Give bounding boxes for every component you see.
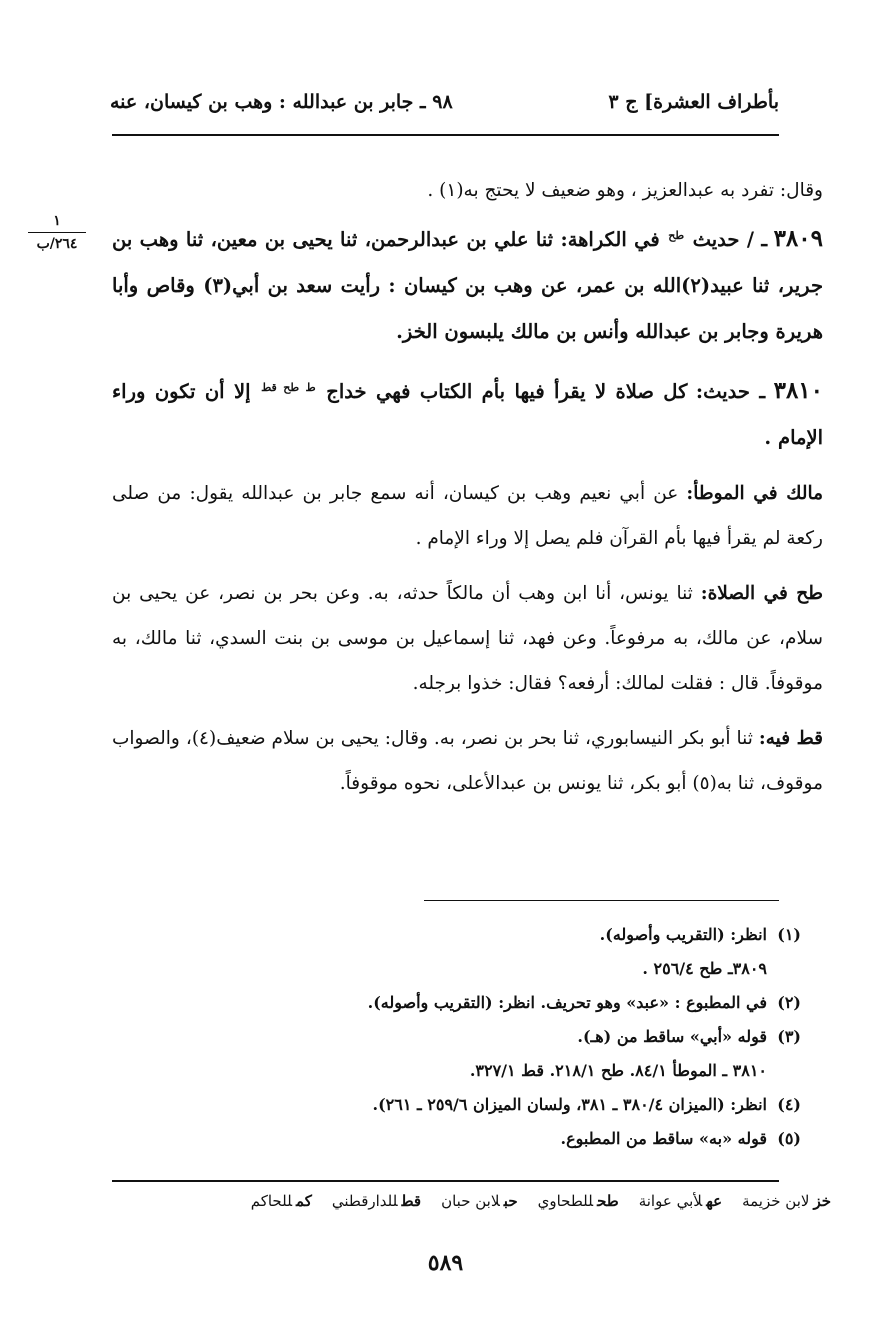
footnote-text: انظر: (التقريب وأصوله).	[599, 925, 767, 944]
abbreviation-legend	[100, 1192, 831, 1226]
source-text: ثنا أبو بكر النيسابوري، ثنا بحر بن نصر، به. وقال: يحيى بن سلام ضعيف(٤)، والصواب موقوف، ثنا به(٥) أبو بكر، ثنا يونس بن عبدالأعلى، نحوه موقوفاً.	[112, 728, 823, 795]
footnote	[200, 918, 801, 952]
footnote-text: في المطبوع : «عبد» وهو تحريف. انظر: (التقريب وأصوله).	[367, 993, 767, 1012]
footnote-text: ٣٨١٠ ـ الموطأ ٨٤/١. طح ٢١٨/١. قط ٣٢٧/١.	[469, 1061, 767, 1080]
footnote-key: (١)	[777, 925, 801, 944]
footnote	[200, 1088, 801, 1122]
footnote-text: انظر: (الميزان ٣٨٠/٤ ـ ٣٨١، ولسان الميزان ٢٥٩/٦ ـ ٢٦١).	[372, 1095, 767, 1114]
footnote-text: قوله «أبي» ساقط من (هـ).	[577, 1027, 767, 1046]
legend-item	[742, 1192, 831, 1226]
legend-abbr: حب	[503, 1192, 518, 1210]
hadith-entry-3809	[112, 213, 823, 355]
footnote-text: ٣٨٠٩ـ طح ٢٥٦/٤ .	[642, 959, 767, 978]
spacer	[112, 355, 823, 365]
footnote-text: قوله «به» ساقط من المطبوع.	[560, 1129, 767, 1148]
legend-label: للدارقطني	[331, 1192, 398, 1210]
hadith-heading-end: إلا أن تكون وراء الإمام .	[112, 380, 823, 450]
legend-abbr: عه	[706, 1192, 723, 1210]
margin-note-line	[28, 232, 86, 233]
header-book-title: بأطراف العشرة] ج ٣	[608, 91, 779, 113]
running-header	[110, 84, 779, 120]
source-paragraph-daraqutni	[112, 716, 823, 806]
legend-item	[251, 1192, 312, 1226]
footnote	[200, 1020, 801, 1054]
legend-abbr: طح	[597, 1192, 619, 1210]
margin-folio-note	[28, 212, 86, 253]
footnotes	[200, 918, 801, 1156]
footnote-key: (٢)	[777, 993, 801, 1012]
legend-item	[639, 1192, 722, 1226]
footnote-key: (٤)	[777, 1095, 801, 1114]
hadith-lead: ـ حديث:	[695, 380, 766, 404]
source-paragraph-malik	[112, 471, 823, 561]
source-sigla: طح	[668, 229, 685, 242]
footnote-rule	[424, 900, 779, 901]
margin-note-top: ١	[53, 213, 61, 229]
footnote-key: (٥)	[777, 1129, 801, 1148]
source-sigla: ط طح قط	[261, 381, 316, 395]
source-lead: طح في الصلاة:	[700, 583, 823, 605]
legend-item	[538, 1192, 619, 1226]
hadith-number: ٣٨١٠	[773, 377, 824, 405]
source-text: عن أبي نعيم وهب بن كيسان، أنه سمع جابر بن عبدالله يقول: من صلى ركعة لم يقرأ فيها بأم القرآن فلم يصل إلا وراء الإمام .	[112, 483, 823, 550]
source-lead: قط فيه:	[758, 728, 823, 750]
legend-label: للحاكم	[250, 1192, 293, 1210]
source-lead: مالك في الموطأ:	[686, 483, 823, 505]
legend-abbr: كم	[296, 1192, 312, 1210]
footnote	[200, 952, 801, 986]
legend-abbr: خز	[813, 1192, 831, 1210]
legend-item	[332, 1192, 421, 1226]
spacer	[112, 706, 823, 716]
legend-label: لأبي عوانة	[638, 1192, 703, 1210]
header-rule	[112, 134, 779, 136]
legend-item	[441, 1192, 518, 1226]
legend-abbr: قط	[401, 1192, 422, 1210]
margin-note-bottom: ٢٦٤/ب	[36, 236, 78, 252]
page-number: ٥٨٩	[427, 1250, 464, 1276]
hadith-entry-3810	[112, 365, 823, 461]
main-text	[112, 168, 823, 806]
footnote	[200, 1122, 801, 1156]
legend-label: لابن خزيمة	[742, 1192, 810, 1210]
paragraph-text: وقال: تفرد به عبدالعزيز ، وهو ضعيف لا يحتج به(١) .	[427, 180, 823, 201]
hadith-number: ٣٨٠٩	[773, 225, 823, 253]
header-chapter-title: ٩٨ ـ جابر بن عبدالله : وهب بن كيسان، عنه	[110, 91, 453, 113]
footnote	[200, 1054, 801, 1088]
hadith-heading: في الكراهة: ثنا علي بن عبدالرحمن، ثنا يحيى بن معين، ثنا وهب بن جرير، ثنا عبيد(٢)الله بن عمر، عن وهب بن كيسان : رأيت سعد بن أبي(٣) وقاص وأبا هريرة وجابر بن عبدالله وأنس بن مالك يلبسون الخز.	[112, 228, 824, 344]
legend-rule	[112, 1180, 779, 1182]
source-text: ثنا يونس، أنا ابن وهب أن مالكاً حدثه، به. وعن بحر بن نصر، عن يحيى بن سلام، عن مالك، به مرفوعاً. وعن فهد، ثنا إسماعيل بن موسى بن بنت السدي، ثنا مالك، به موقوفاً. قال : فقلت لمالك: أرفعه؟ فقال: خذوا برجله.	[112, 583, 823, 695]
hadith-lead: ـ / حديث	[692, 228, 768, 252]
spacer	[112, 461, 823, 471]
footnote	[200, 986, 801, 1020]
paragraph-note	[112, 168, 823, 213]
hadith-heading: كل صلاة لا يقرأ فيها بأم الكتاب فهي خداج	[326, 380, 688, 404]
spacer	[112, 561, 823, 571]
legend-label: لابن حبان	[441, 1192, 500, 1210]
footnote-key: (٣)	[777, 1027, 801, 1046]
source-paragraph-tahawi	[112, 571, 823, 706]
legend-label: للطحاوي	[537, 1192, 594, 1210]
